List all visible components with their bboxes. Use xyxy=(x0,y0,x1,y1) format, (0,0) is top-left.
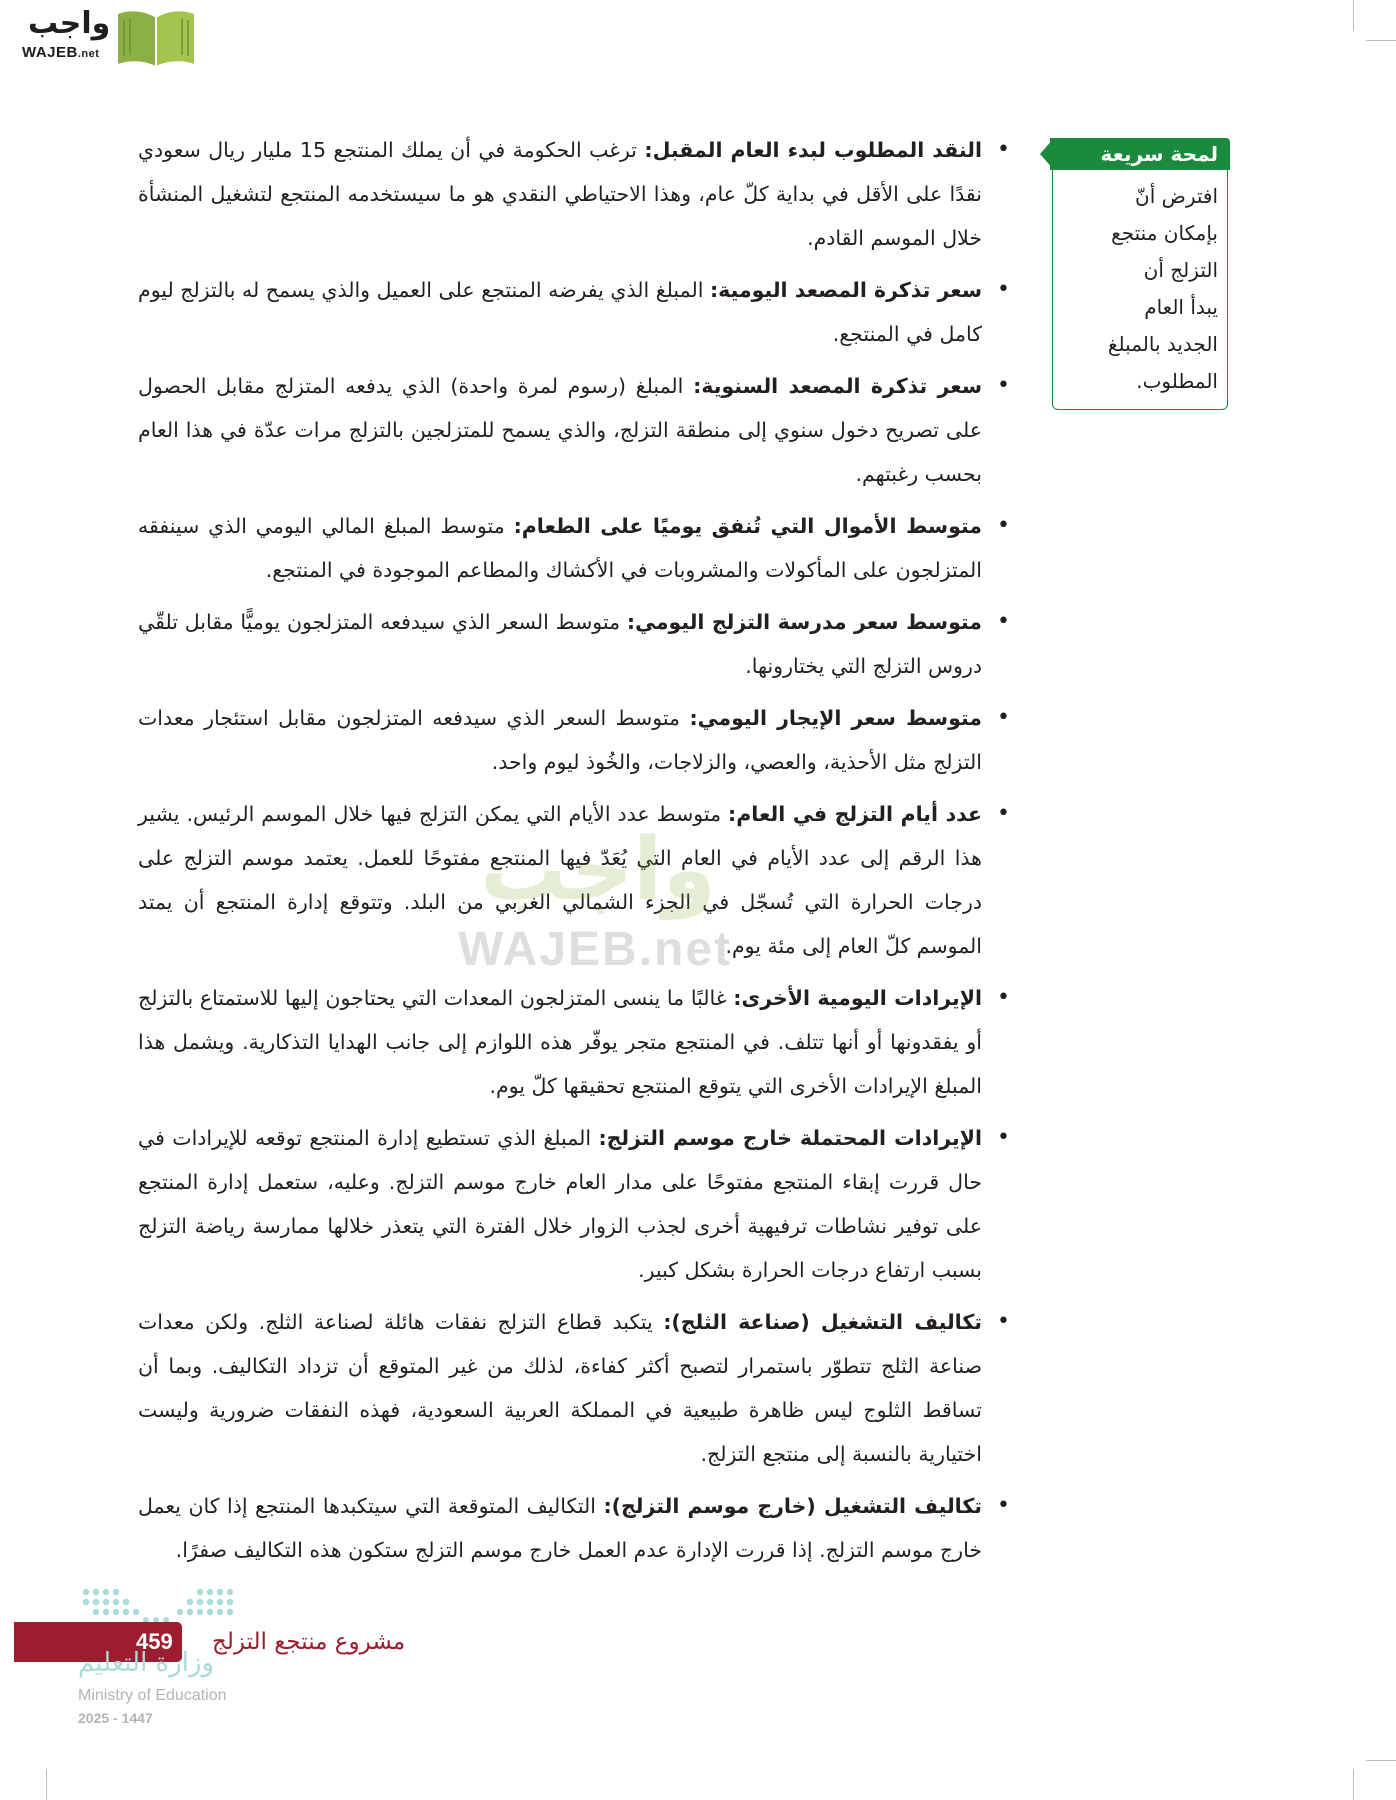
item-text: متوسط عدد الأيام التي يمكن التزلج فيها خلال الموسم الرئيس. يشير هذا الرقم إلى عدد الأيام في العام التي يُعَدّ فيها المنتجع مفتوحًا للعمل. يعتمد موسم التزلج على درجات الحرارة التي تُسجّل في الجزء الشمالي الغربي من البلد. وتتوقع إدارة المنتجع أن يمتد الموسم كلّ العام إلى مئة يوم. xyxy=(138,802,982,958)
item-text: يتكبد قطاع التزلج نفقات هائلة لصناعة الثلج. ولكن معدات صناعة الثلج تتطوّر باستمرار لتصبح أكثر كفاءة، لذلك من غير المتوقع أن تزداد التكاليف. وبما أن تساقط الثلوج ليس ظاهرة طبيعية في المملكة العربية السعودية، فهذه النفقات ضرورية وليست اختيارية بالنسبة إلى منتجع التزلج. xyxy=(138,1310,982,1466)
item-text: متوسط السعر الذي سيدفعه المتزلجون يوميًّا مقابل تلقّي دروس التزلج التي يختارونها. xyxy=(138,610,982,678)
quick-glance-line: المطلوب. xyxy=(1136,369,1218,393)
item-text: غالبًا ما ينسى المتزلجون المعدات التي يحتاجون إليها للاستمتاع بالتزلج أو يفقدونها أو أنها تتلف. في المنتجع متجر يوفّر هذه اللوازم إلى جانب الهدايا التذكارية. ويشمل هذا المبلغ الإيرادات الأخرى التي يتوقع المنتجع تحقيقها كلّ يوم. xyxy=(138,986,982,1098)
item-term: متوسط سعر مدرسة التزلج اليومي: xyxy=(626,610,982,634)
logo-latin-text: WAJEB.net xyxy=(22,44,100,61)
item-term: متوسط الأموال التي تُنفق يوميًا على الطعام: xyxy=(513,514,982,538)
quick-glance-line: يبدأ العام xyxy=(1144,295,1218,319)
item-term: تكاليف التشغيل (خارج موسم التزلج): xyxy=(603,1494,982,1518)
bullet-icon: • xyxy=(997,513,1010,538)
crop-mark xyxy=(1366,40,1396,41)
crop-mark xyxy=(1353,1770,1354,1800)
item-text: التكاليف المتوقعة التي سيتكبدها المنتجع إذا كان يعمل خارج موسم التزلج. إذا قررت الإدارة عدم العمل خارج موسم التزلج ستكون هذه التكاليف صفرًا. xyxy=(138,1494,982,1562)
item-term: متوسط سعر الإيجار اليومي: xyxy=(689,706,983,730)
bullet-icon: • xyxy=(997,137,1010,162)
item-term: سعر تذكرة المصعد السنوية: xyxy=(693,374,982,398)
list-item xyxy=(138,1300,1010,1476)
logo-arabic-text: واجب xyxy=(28,6,111,41)
bullet-icon: • xyxy=(997,985,1010,1010)
item-term: النقد المطلوب لبدء العام المقبل: xyxy=(644,138,982,162)
list-item xyxy=(138,1484,1010,1572)
list-item xyxy=(138,128,1010,260)
watermark-arabic-text: واجب xyxy=(480,820,716,920)
list-item xyxy=(138,600,1010,688)
wajeb-logo[interactable] xyxy=(10,4,188,68)
item-term: الإيرادات المحتملة خارج موسم التزلج: xyxy=(598,1126,982,1150)
list-item xyxy=(138,792,1010,968)
edition-year: 2025 - 1447 xyxy=(78,1710,153,1726)
list-item xyxy=(138,364,1010,496)
bullet-icon: • xyxy=(997,1125,1010,1150)
crop-mark xyxy=(46,1770,47,1800)
quick-glance-line: الجديد بالمبلغ xyxy=(1107,332,1218,356)
watermark-latin-text: WAJEB.net xyxy=(458,923,733,976)
bullet-icon: • xyxy=(997,801,1010,826)
quick-glance-line: بإمكان منتجع xyxy=(1111,221,1218,245)
page-number: 459 xyxy=(136,1629,173,1654)
list-item xyxy=(138,504,1010,592)
book-icon xyxy=(114,8,198,68)
list-item xyxy=(138,976,1010,1108)
item-term: سعر تذكرة المصعد اليومية: xyxy=(709,278,982,302)
definitions-list xyxy=(138,128,1010,1572)
list-item xyxy=(138,696,1010,784)
quick-glance-text xyxy=(1064,178,1218,400)
bullet-icon: • xyxy=(997,1493,1010,1518)
item-term: تكاليف التشغيل (صناعة الثلج): xyxy=(663,1310,982,1334)
quick-glance-line: افترض أنّ xyxy=(1135,184,1218,208)
ministry-name-arabic: وزارة التعليم xyxy=(78,1648,215,1678)
ministry-name-english: Ministry of Education xyxy=(78,1687,227,1704)
item-term: عدد أيام التزلج في العام: xyxy=(728,802,983,826)
bullet-icon: • xyxy=(997,373,1010,398)
item-text: متوسط المبلغ المالي اليومي الذي سينفقه المتزلجون على المأكولات والمشروبات في الأكشاك والمطاعم الموجودة في المنتجع. xyxy=(138,514,982,582)
list-item xyxy=(138,1116,1010,1292)
crop-mark xyxy=(1366,1760,1396,1761)
chapter-title: مشروع منتجع التزلج xyxy=(212,1629,406,1655)
item-text: ترغب الحكومة في أن يملك المنتجع 15 مليار ريال سعودي نقدًا على الأقل في بداية كلّ عام، وهذا الاحتياطي النقدي هو ما سيستخدمه المنتجع لتشغيل المنشأة خلال الموسم القادم. xyxy=(138,138,982,250)
crop-mark xyxy=(1353,0,1354,30)
list-item xyxy=(138,268,1010,356)
item-text: متوسط السعر الذي سيدفعه المتزلجون مقابل استئجار معدات التزلج مثل الأحذية، والعصي، والزلاجات، والخُوذ ليوم واحد. xyxy=(138,706,982,774)
item-term: الإيرادات اليومية الأخرى: xyxy=(733,986,982,1010)
item-text: المبلغ (رسوم لمرة واحدة) الذي يدفعه المتزلج مقابل الحصول على تصريح دخول سنوي إلى منطقة التزلج، والذي يسمح للمتزلجين بالتزلج مرات عدّة في هذا العام بحسب رغبتهم. xyxy=(138,374,982,486)
bullet-icon: • xyxy=(997,705,1010,730)
quick-glance-title: لمحة سريعة xyxy=(1050,138,1230,170)
bullet-icon: • xyxy=(997,609,1010,634)
quick-glance-line: التزلج أن xyxy=(1143,258,1218,282)
bullet-icon: • xyxy=(997,1309,1010,1334)
bullet-icon: • xyxy=(997,277,1010,302)
item-text: المبلغ الذي تستطيع إدارة المنتجع توقعه للإيرادات في حال قررت إبقاء المنتجع مفتوحًا على مدار العام خارج موسم التزلج. وعليه، ستعمل إدارة المنتجع على توفير نشاطات ترفيهية أخرى لجذب الزوار خلال الفترة التي يتعذر خلالها ممارسة رياضة التزلج بسبب ارتفاع درجات الحرارة بشكل كبير. xyxy=(138,1126,982,1282)
item-text: المبلغ الذي يفرضه المنتجع على العميل والذي يسمح له بالتزلج ليوم كامل في المنتجع. xyxy=(138,278,982,346)
